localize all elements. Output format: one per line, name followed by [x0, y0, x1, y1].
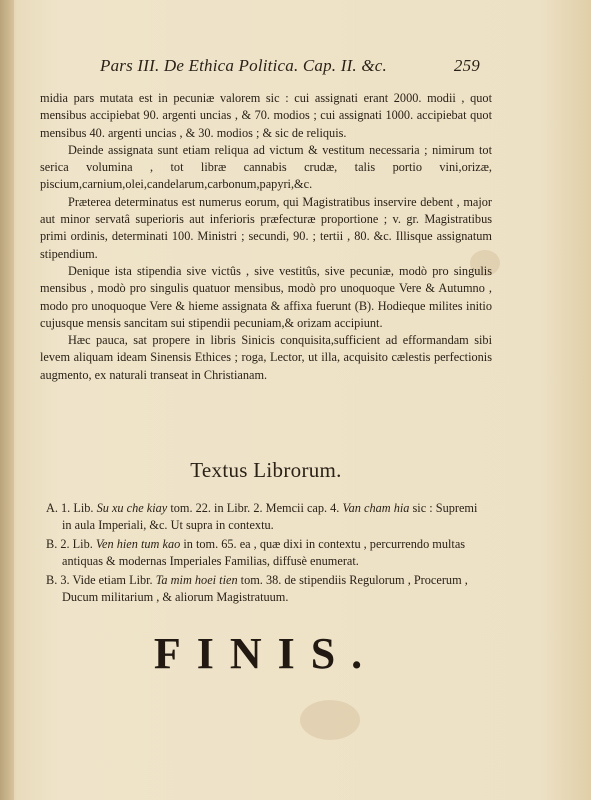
reference-text: sic : Supremi in aula Imperiali, &c. Ut supra in contextu. [62, 501, 478, 532]
paragraph: Deinde assignata sunt etiam reliqua ad victum & vestitum necessaria ; nimirum tot serica volumina , tot libræ cannabis crudæ, talis portio vini,orizæ, piscium,carnium,olei,candelarum,carbonum,papyri,&c. [40, 142, 492, 192]
reference-pre: Vide etiam Libr. [72, 573, 153, 587]
reference-item [46, 536, 486, 569]
reference-item [46, 500, 486, 533]
finis-heading: FINIS. [153, 629, 379, 678]
reference-pre: Lib. [73, 501, 94, 515]
reference-book-title: Su xu che kiay [96, 501, 168, 515]
paragraph: Præterea determinatus est numerus eorum, qui Magistratibus inservire debent , major aut minor servatâ superioris aut inferioris præfecturæ proportione ; v. gr. Magistratibus primi ordinis, determinati 100. Ministri ; secundi, 90. ; tertii , 80. &c. Illisque assignatum stipendium. [40, 194, 492, 261]
page-number: 259 [453, 56, 480, 75]
reference-text: tom. 22. in Libr. 2. Memcii cap. 4. [170, 501, 340, 515]
references-list [46, 500, 486, 608]
paragraph: Denique ista stipendia sive victûs , sive vestitûs, sive pecuniæ, modò pro singulis mensibus , modò pro singulis quatuor mensibus, modò pro unoquoque Vere & Autumno , modo pro unoquoque Vere & hieme assignata & affixa fuerunt (B). Hodieque milites initio cujusque mensis sancitam sui stipendii pecuniam,& orizam accipiunt. [40, 263, 492, 330]
reference-pre: Lib. [72, 537, 93, 551]
paragraph: Hæc pauca, sat propere in libris Sinicis conquisita,sufficient ad efformandam sibi levem aliquam ideam Sinensis Ethices ; roga, Lector, ut illa, acquisito cælestis perfectionis augmento, ex naturali transeat in Christianam. [40, 333, 492, 382]
reference-mark: B. 2. [46, 537, 70, 551]
paragraph: midia pars mutata est in pecuniæ valorem sic : cui assignati erant 2000. modii , quot mensibus accipiebat 90. argenti uncias , & 70. modios ; cui assignati 1000. accipiebat quot mensibus 40. argenti uncias , & 30. modios ; & sic de reliquis. [40, 91, 492, 140]
reference-book-title: Ven hien tum kao [95, 537, 181, 551]
reference-mark: A. 1. [46, 501, 71, 515]
reference-mark: B. 3. [46, 573, 70, 587]
page-gutter [0, 0, 14, 800]
reference-book-title: Ta mim hoei tien [155, 573, 238, 587]
reference-text: in tom. 65. ea , quæ dixi in contextu , percurrendo multas antiquas & modernas Imperiales Familias, diffusè enumerat. [62, 537, 466, 568]
section-title: Textus Librorum. [190, 458, 342, 482]
paper-stain [300, 700, 360, 740]
reference-item [46, 572, 486, 605]
running-title: Pars III. De Ethica Politica. Cap. II. &c. [100, 56, 387, 75]
reference-text: tom. 38. de stipendiis Regulorum , Procerum , Ducum militarium , & aliorum Magistratuum. [62, 573, 468, 604]
body-text [40, 90, 492, 384]
reference-book-title: Van cham hia [342, 501, 410, 515]
running-head [100, 56, 480, 76]
